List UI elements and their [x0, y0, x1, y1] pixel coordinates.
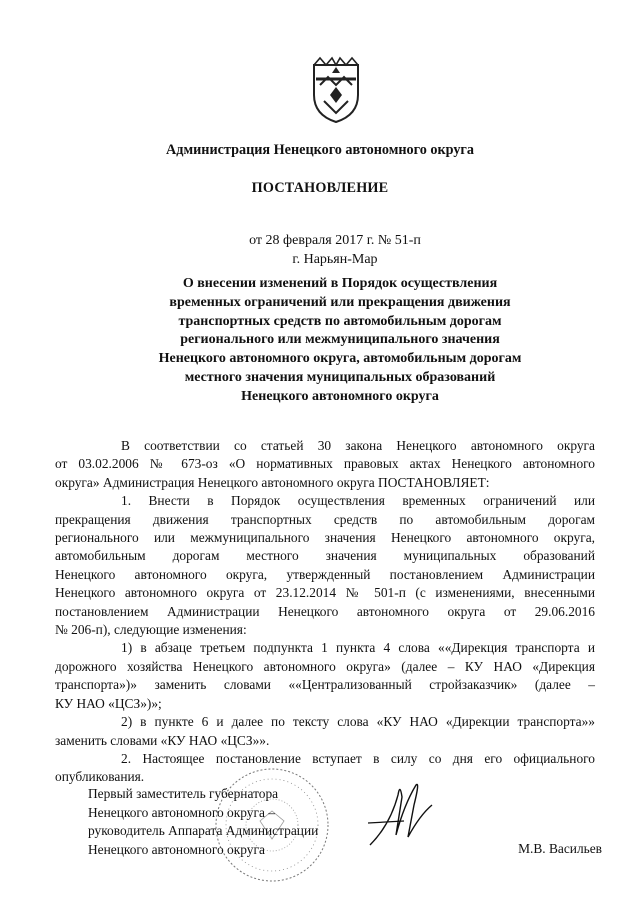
- heading-line: местного значения муниципальных образований: [184, 369, 496, 385]
- position-line: Первый заместитель губернатора: [88, 786, 279, 801]
- place: г. Нарьян-Мар: [292, 252, 378, 267]
- date-block: [0, 231, 640, 269]
- text-line: 2) в пункте 6 и далее по тексту слова «КУ НАО «Дирекции транспорта»»: [121, 714, 595, 730]
- organization-name: Администрация Ненецкого автономного округа: [166, 142, 474, 158]
- paragraph-subitem-1: [55, 639, 595, 713]
- document-type: ПОСТАНОВЛЕНИЕ: [251, 180, 389, 196]
- paragraph-subitem-2: [55, 713, 595, 750]
- signer-name: М.В. Васильев: [518, 841, 602, 856]
- paragraph-preamble: [55, 437, 595, 492]
- heading-line: временных ограничений или прекращения движения: [169, 294, 511, 310]
- heading-line: Ненецкого автономного округа: [241, 388, 439, 404]
- coat-of-arms-icon: [306, 55, 366, 125]
- text-line: КУ НАО «ЦСЗ»)»;: [55, 695, 162, 711]
- text-line: прекращения движения транспортных средств по автомобильным дорогам: [55, 511, 595, 527]
- text-line: округа» Администрация Ненецкого автономного округа ПОСТАНОВЛЯЕТ:: [55, 474, 490, 490]
- text-line: регионального или межмуниципального значения Ненецкого автономного округа,: [55, 530, 595, 546]
- signatory-position: [88, 785, 318, 859]
- document-heading: [0, 275, 640, 407]
- text-line: Ненецкого автономного округа, утвержденный постановлением Администрации: [55, 566, 595, 582]
- text-line: № 206-п), следующие изменения:: [55, 622, 247, 638]
- text-line: 1) в абзаце третьем подпункта 1 пункта 4 слова ««Дирекция транспорта и: [121, 640, 595, 656]
- heading-line: транспортных средств по автомобильным дорогам: [178, 313, 502, 329]
- text-line: постановлением Администрации Ненецкого автономного округа от 29.06.2016: [55, 603, 595, 619]
- position-line: Ненецкого автономного округа –: [88, 804, 275, 820]
- heading-line: О внесении изменений в Порядок осуществления: [182, 276, 498, 291]
- paragraph-item-1: [55, 492, 595, 639]
- text-line: транспорта»)» заменить словами ««Централизованный стройзаказчик» (далее –: [55, 677, 595, 693]
- text-line: заменить словами «КУ НАО «ЦСЗ»».: [55, 732, 270, 748]
- heading-line: Ненецкого автономного округа, автомобильным дорогам: [158, 351, 522, 367]
- date-number: от 28 февраля 2017 г. № 51-п: [249, 233, 421, 248]
- text-line: опубликования.: [55, 769, 145, 785]
- heading-line: регионального или межмуниципального значения: [180, 332, 500, 348]
- text-line: дорожного хозяйства Ненецкого автономного округа» (далее – КУ НАО «Дирекция: [55, 658, 595, 674]
- text-line: Ненецкого автономного округа от 23.12.2014 № 501-п (с изменениями, внесенными: [55, 585, 595, 601]
- text-line: от 03.02.2006 № 673-оз «О нормативных правовых актах Ненецкого автономного: [55, 456, 595, 472]
- text-line: В соответствии со статьей 30 закона Ненецкого автономного округа: [121, 438, 595, 453]
- position-line: руководитель Аппарата Администрации: [88, 823, 319, 839]
- handwritten-signature-icon: [360, 775, 440, 855]
- text-line: 1. Внести в Порядок осуществления временных ограничений или: [121, 493, 595, 509]
- text-line: 2. Настоящее постановление вступает в силу со дня его официального: [121, 750, 595, 766]
- position-line: Ненецкого автономного округа: [88, 841, 265, 857]
- document-body: [55, 437, 595, 787]
- text-line: автомобильным дорогам местного значения муниципальных образований: [55, 548, 595, 564]
